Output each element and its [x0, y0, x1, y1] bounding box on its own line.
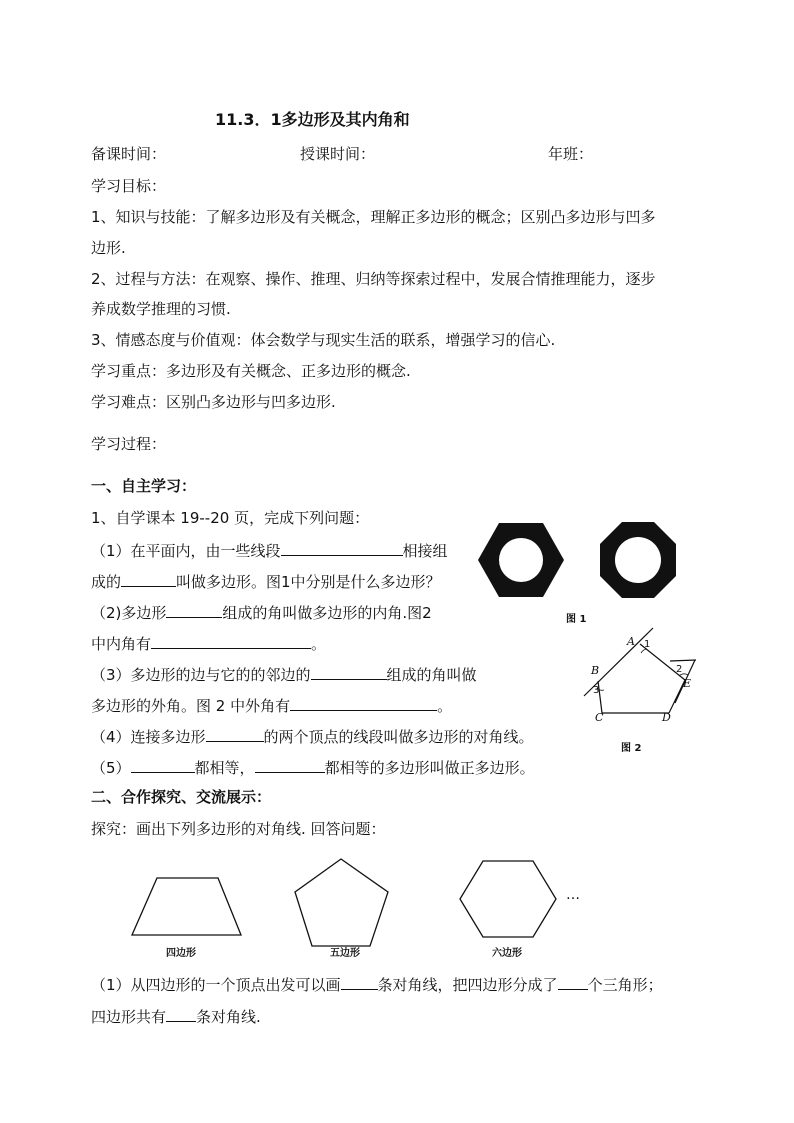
- vertex-c-label: C: [595, 711, 604, 724]
- quadrilateral-shape: [130, 875, 245, 940]
- question-2-line-1: （2)多边形 组成的角叫做多边形的内角.图2: [91, 604, 432, 622]
- answer-blank[interactable]: [255, 757, 325, 773]
- hexagon-shape: [458, 859, 558, 941]
- answer-blank[interactable]: [311, 664, 387, 680]
- hexagon-label: 六边形: [492, 948, 522, 959]
- quadrilateral-label: 四边形: [166, 948, 196, 959]
- prep-time-label: 备课时间：: [91, 145, 167, 163]
- question-5: （5） 都相等， 都相等的多边形叫做正多边形。: [91, 759, 535, 777]
- vertex-a-label: A: [627, 635, 635, 648]
- question-4: （4）连接多边形 的两个顶点的线段叫做多边形的对角线。: [91, 728, 534, 746]
- difficulty: 学习难点：区别凸多边形与凹多边形.: [91, 393, 336, 411]
- question-1-line-1: （1）在平面内，由一些线段 相接组: [91, 542, 448, 560]
- question-3-line-2: 多边形的外角。图 2 中外角有 。: [91, 697, 453, 715]
- section-2-heading: 二、合作探究、交流展示：: [91, 788, 272, 806]
- section-2-question-1-line-2: 四边形共有 条对角线.: [91, 1008, 261, 1026]
- vertex-e-label: E: [683, 677, 692, 690]
- answer-blank[interactable]: [281, 540, 403, 556]
- vertex-d-label: D: [662, 711, 671, 724]
- answer-blank[interactable]: [341, 974, 378, 990]
- pentagon-label: 五边形: [330, 948, 360, 959]
- answer-blank[interactable]: [151, 633, 311, 649]
- header-row: [91, 144, 594, 164]
- figure-1-octagon-washer: [598, 520, 678, 600]
- angle-3-label: 3: [593, 685, 600, 696]
- answer-blank[interactable]: [131, 757, 195, 773]
- question-1-line-2: 成的 叫做多边形。图1中分别是什么多边形？: [91, 573, 441, 591]
- section-1-heading: 一、自主学习：: [91, 477, 197, 495]
- answer-blank[interactable]: [166, 1006, 196, 1022]
- key-point: 学习重点：多边形及有关概念、正多边形的概念.: [91, 362, 411, 380]
- section-2-question-1-line-1: （1）从四边形的一个顶点出发可以画 条对角线，把四边形分成了 个三角形；: [91, 976, 663, 994]
- teach-time-label: 授课时间：: [300, 145, 376, 163]
- angle-1-label: 1: [644, 639, 651, 650]
- objective-3: 3、情感态度与价值观：体会数学与现实生活的联系，增强学习的信心.: [91, 331, 556, 349]
- figure-2-caption: 图 2: [621, 743, 642, 754]
- objective-1-line-2: 边形.: [91, 239, 126, 257]
- question-2-line-2: 中内角有 。: [91, 635, 327, 653]
- figure-1-hexagon-nut: [476, 520, 566, 600]
- answer-blank[interactable]: [290, 695, 437, 711]
- objective-1-line-1: 1、知识与技能：了解多边形及有关概念，理解正多边形的概念；区别凸多边形与凹多: [91, 208, 656, 226]
- angle-2-label: 2: [676, 664, 683, 675]
- class-label: 年班：: [548, 145, 594, 163]
- pentagon-shape: [293, 857, 391, 949]
- answer-blank[interactable]: [166, 602, 222, 618]
- figure-1-caption: 图 1: [566, 614, 587, 625]
- vertex-b-label: B: [591, 664, 600, 677]
- answer-blank[interactable]: [206, 726, 264, 742]
- answer-blank[interactable]: [558, 974, 588, 990]
- ellipsis: …: [566, 887, 580, 903]
- objectives-heading: 学习目标：: [91, 177, 167, 195]
- question-3-line-1: （3）多边形的边与它的的邻边的 组成的角叫做: [91, 666, 477, 684]
- objective-2-line-2: 养成数学推理的习惯.: [91, 300, 231, 318]
- objective-2-line-1: 2、过程与方法：在观察、操作、推理、归纳等探索过程中，发展合情推理能力，逐步: [91, 270, 656, 288]
- answer-blank[interactable]: [121, 571, 176, 587]
- page-title: 11.3．1多边形及其内角和: [215, 110, 410, 129]
- section-1-intro: 1、自学课本 19--20 页，完成下列问题：: [91, 509, 370, 527]
- explore-prompt: 探究：画出下列多边形的对角线. 回答问题：: [91, 820, 386, 838]
- process-heading: 学习过程：: [91, 435, 167, 453]
